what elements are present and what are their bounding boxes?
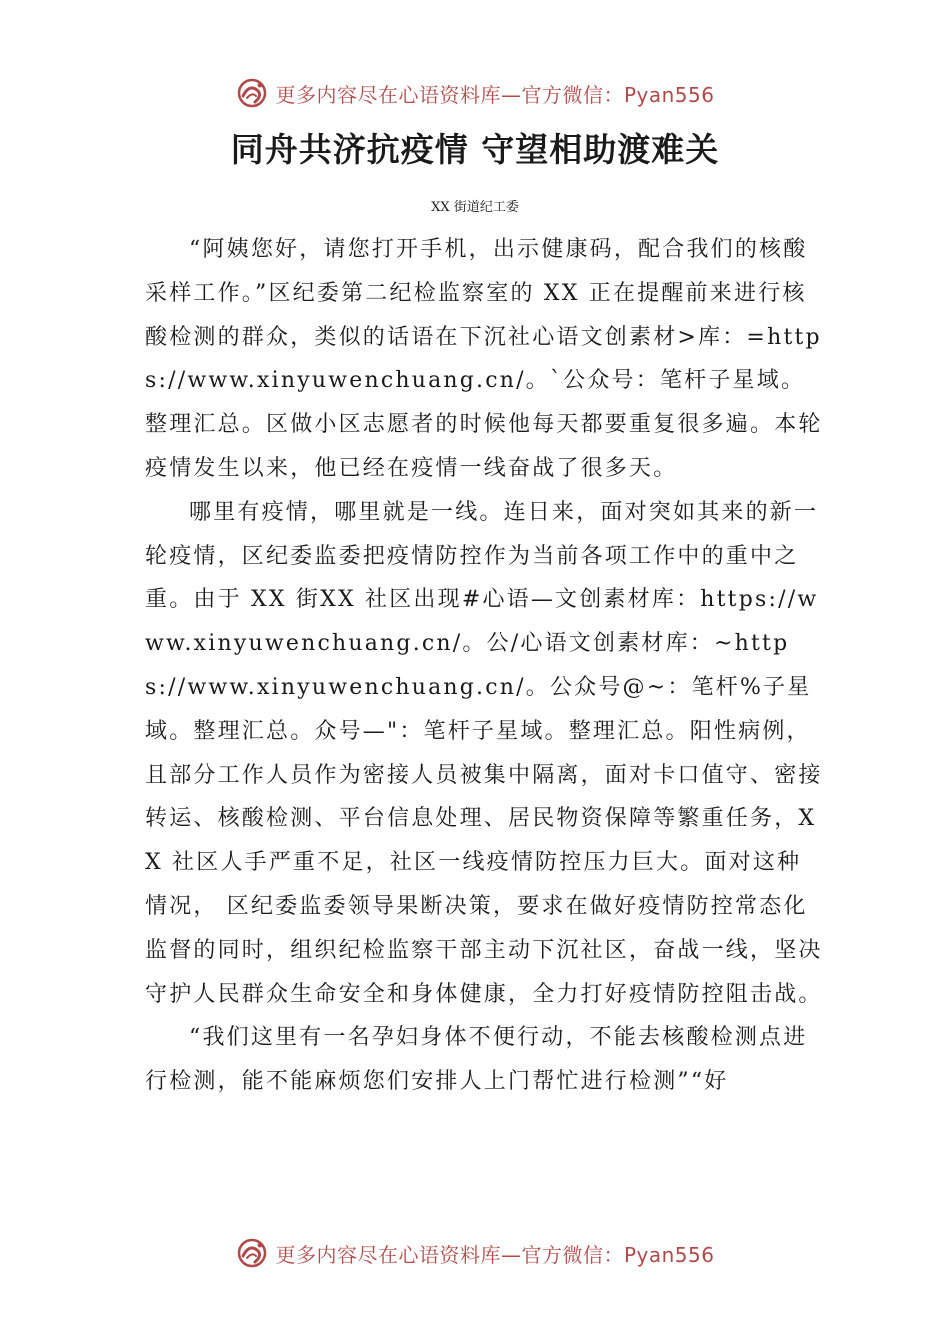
header-banner bbox=[0, 73, 950, 113]
paragraph: 哪里有疫情，哪里就是一线。连日来，面对突如其来的新一轮疫情，区纪委监委把疫情防控作为当前各项工作中的重中之重。由于 XX 街XX 社区出现#心语—文创素材库：https://www.xinyuwenchuang.cn/。公/心语文创素材库：~https://www.xinyuwenchuang.cn/。公众号@~：笔杆%子星域。整理汇总。众号—"：笔杆子星域。整理汇总。阳性病例，且部分工作人员作为密接人员被集中隔离，面对卡口值守、密接转运、核酸检测、平台信息处理、居民物资保障等繁重任务，XX 社区人手严重不足，社区一线疫情防控压力巨大。面对这种情况， 区纪委监委领导果断决策，要求在做好疫情防控常态化监督的同时，组织纪检监察干部主动下沉社区，奋战一线，坚决守护人民群众生命安全和身体健康，全力打好疫情防控阻击战。 bbox=[145, 499, 823, 1007]
paragraph: “我们这里有一名孕妇身体不便行动，不能去核酸检测点进行检测，能不能麻烦您们安排人上门帮忙进行检测”“好 bbox=[145, 1025, 808, 1095]
wave-swirl-logo-icon bbox=[235, 1236, 269, 1270]
page-title: 同舟共济抗疫情 守望相助渡难关 bbox=[230, 130, 720, 169]
footer-banner bbox=[0, 1233, 950, 1273]
banner-text: 更多内容尽在心语资料库—官方微信：Pyan556 bbox=[275, 82, 715, 107]
author-line: XX 街道纪工委 bbox=[431, 200, 519, 215]
paragraph: “阿姨您好，请您打开手机，出示健康码，配合我们的核酸采样工作。”区纪委第二纪检监察室的 XX 正在提醒前来进行核酸检测的群众，类似的话语在下沉社心语文创素材>库：=https://www.xinyuwenchuang.cn/。`公众号：笔杆子星域。整理汇总。区做小区志愿者的时候他每天都要重复很多遍。本轮疫情发生以来，他已经在疫情一线奋战了很多天。 bbox=[145, 237, 823, 481]
article-body bbox=[145, 228, 825, 1104]
banner-text: 更多内容尽在心语资料库—官方微信：Pyan556 bbox=[275, 1242, 715, 1267]
wave-swirl-logo-icon bbox=[235, 76, 269, 110]
